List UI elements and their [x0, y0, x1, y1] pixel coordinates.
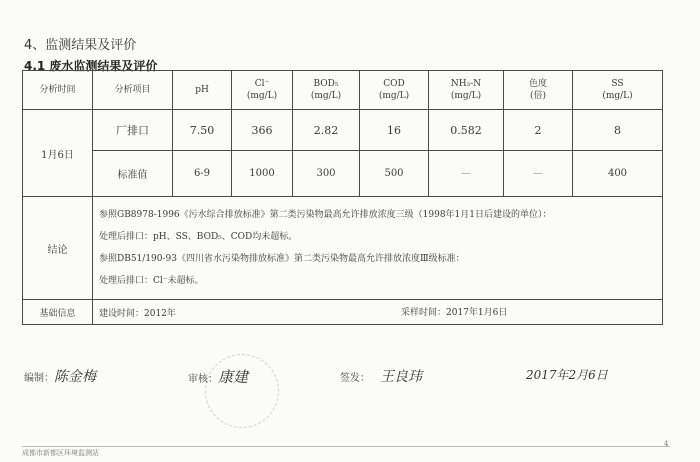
conclusion-text — [93, 197, 663, 300]
header-nh3n: NH₃-N (mg/L) — [429, 71, 504, 110]
basic-info-label: 基础信息 — [23, 300, 93, 325]
ph-standard: 6-9 — [173, 151, 232, 197]
conclusion-row — [23, 197, 663, 300]
issuer-name: 王良玮 — [380, 369, 422, 385]
basic-info-text — [93, 300, 663, 325]
build-time: 建设时间：2012年 — [99, 308, 176, 319]
cod-value: 16 — [360, 110, 429, 151]
table-row — [23, 110, 663, 151]
section-title: 4、监测结果及评价 — [24, 38, 137, 53]
header-bod: BOD₅ (mg/L) — [293, 71, 360, 110]
row-label: 厂排口 — [93, 110, 173, 151]
conclusion-label: 结论 — [23, 197, 93, 300]
sample-time: 采样时间：2017年1月6日 — [401, 308, 508, 318]
wastewater-results-table — [22, 70, 663, 325]
header-cl: Cl⁻ (mg/L) — [232, 71, 293, 110]
bod-value: 2.82 — [293, 110, 360, 151]
ss-standard: 400 — [573, 151, 663, 197]
editor-name: 陈金梅 — [54, 369, 96, 385]
table-row — [23, 151, 663, 197]
editor-signature — [24, 366, 96, 386]
header-analysis-time: 分析时间 — [23, 71, 93, 110]
conclusion-line: 参照GB8978-1996《污水综合排放标准》第二类污染物最高允许排放浓度三级（1998年1月1日后建设的单位）： — [99, 210, 552, 220]
ph-value: 7.50 — [173, 110, 232, 151]
editor-label: 编制： — [24, 373, 54, 384]
issuer-signature — [340, 366, 422, 386]
ss-value: 8 — [573, 110, 663, 151]
header-ph: pH — [173, 71, 232, 110]
analysis-date: 1月6日 — [23, 110, 93, 197]
table-header-row — [23, 71, 663, 110]
header-color: 色度 (倍) — [504, 71, 573, 110]
subsection-title: 4.1 废水监测结果及评价 — [24, 59, 158, 73]
conclusion-line: 处理后排口：pH、SS、BOD₅、COD均未超标。 — [99, 232, 298, 242]
page-number: 4 — [664, 440, 669, 448]
nh3n-standard: — — [429, 151, 504, 197]
basic-info-row — [23, 300, 663, 325]
header-ss: SS (mg/L) — [573, 71, 663, 110]
reviewer-name: 康建 — [218, 368, 249, 386]
bod-standard: 300 — [293, 151, 360, 197]
footer-divider — [22, 446, 670, 447]
conclusion-line: 处理后排口：Cl⁻未超标。 — [99, 276, 204, 286]
color-standard: — — [504, 151, 573, 197]
cl-value: 366 — [232, 110, 293, 151]
row-label: 标准值 — [93, 151, 173, 197]
cod-standard: 500 — [360, 151, 429, 197]
footer-org: 成都市新都区环境监测站 — [22, 449, 99, 457]
header-analysis-item: 分析项目 — [93, 71, 173, 110]
color-value: 2 — [504, 110, 573, 151]
issuer-label: 签发： — [340, 373, 370, 384]
signature-date: 2017年2月6日 — [526, 368, 608, 382]
reviewer-label: 审核： — [188, 374, 218, 385]
header-cod: COD (mg/L) — [360, 71, 429, 110]
conclusion-line: 参照DB51/190-93《四川省水污染物排放标准》第二类污染物最高允许排放浓度Ⅲ级标准： — [99, 254, 465, 264]
nh3n-value: 0.582 — [429, 110, 504, 151]
reviewer-signature — [188, 366, 248, 387]
cl-standard: 1000 — [232, 151, 293, 197]
